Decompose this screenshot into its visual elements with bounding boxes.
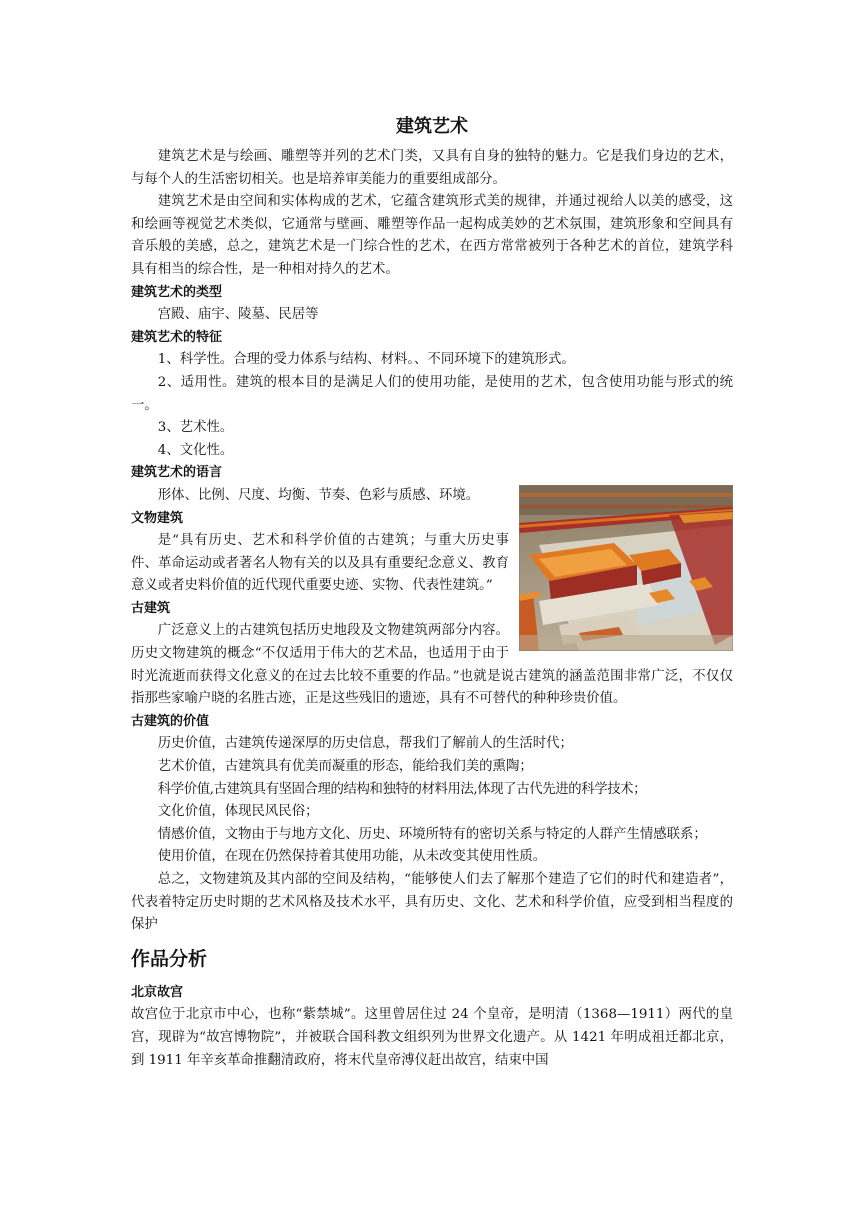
types-text: 宫殿、庙宇、陵墓、民居等 <box>157 307 319 323</box>
heritage-text: 是“具有历史、艺术和科学价值的古建筑；与重大历史事件、革命运动或者著名人物有关的以及具有重要纪念意义、教育意义或者史料价值的近代现代重要史迹、实物、代表性建筑。” <box>131 533 509 594</box>
value-item: 文化价值，体现民风民俗； <box>157 804 319 820</box>
feature-item: 2、适用性。建筑的根本目的是满足人们的使用功能，是使用的艺术，包含使用功能与形式的统一。 <box>131 374 733 413</box>
language-text: 形体、比例、尺度、均衡、节奏、色彩与质感、环境。 <box>157 487 480 503</box>
feature-item: 4、文化性。 <box>157 442 234 458</box>
intro-paragraph-1: 建筑艺术是与绘画、雕塑等并列的艺术门类，又具有自身的独特的魅力。它是我们身边的艺术，与每个人的生活密切相关。也是培养审美能力的重要组成部分。 <box>131 149 733 187</box>
language-heading: 建筑艺术的语言 <box>131 465 223 481</box>
value-item: 历史价值，古建筑传递深厚的历史信息，帮我们了解前人的生活时代； <box>157 736 573 752</box>
analysis-text: 故宫位于北京市中心，也称“紫禁城”。这里曾居住过 24 个皇帝，是明清（1368—1911）两代的皇宫，现辟为“故宫博物院”，并被联合国科教文组织列为世界文化遗产。从 1421 年明成祖迁都北京，到 1911 年辛亥革命推翻清政府，将末代皇帝溥仪赶出故宫，结束中国 <box>131 1007 733 1068</box>
heritage-heading: 文物建筑 <box>131 510 184 526</box>
value-item: 情感价值，文物由于与地方文化、历史、环境所特有的密切关系与特定的人群产生情感联系； <box>157 826 707 842</box>
page-title: 建筑艺术 <box>396 116 468 137</box>
analysis-subheading: 北京故宫 <box>131 984 184 1000</box>
analysis-heading: 作品分析 <box>131 947 208 970</box>
ancient-text: 广泛意义上的古建筑包括历史地段及文物建筑两部分内容。历史文物建筑的概念“不仅适用于伟大的艺术品，也适用于由于时光流逝而获得文化意义的在过去比较不重要的作品。”也就是说古建筑的涵盖范围非常广泛，不仅仅指那些家喻户晓的名胜古迹，正是这些残旧的遗迹，具有不可替代的种种珍贵价值。 <box>131 623 733 707</box>
value-item: 科学价值,古建筑具有坚固合理的结构和独特的材料用法,体现了古代先进的科学技术； <box>157 781 647 797</box>
forbidden-city-aerial-photo <box>519 485 733 651</box>
value-item: 艺术价值，古建筑具有优美而凝重的形态，能给我们美的熏陶； <box>157 759 533 775</box>
feature-item: 3、艺术性。 <box>157 420 234 436</box>
intro-paragraph-2: 建筑艺术是由空间和实体构成的艺术，它蕴含建筑形式美的规律，并通过视给人以美的感受，这和绘画等视觉艺术类似，它通常与壁画、雕塑等作品一起构成美妙的艺术氛围，建筑形象和空间具有音乐般的美感，总之，建筑艺术是一门综合性的艺术，在西方常常被列于各种艺术的首位，建筑学科具有相当的综合性，是一种相对持久的艺术。 <box>131 194 733 277</box>
types-heading: 建筑艺术的类型 <box>131 284 223 300</box>
document-page <box>131 112 733 1072</box>
feature-item: 1、科学性。合理的受力体系与结构、材料。、不同环境下的建筑形式。 <box>157 352 575 368</box>
values-heading: 古建筑的价值 <box>131 713 210 729</box>
value-item: 使用价值，在现在仍然保持着其使用功能，从未改变其使用性质。 <box>157 849 547 865</box>
features-heading: 建筑艺术的特征 <box>131 329 223 345</box>
value-summary: 总之，文物建筑及其内部的空间及结构，“能够使人们去了解那个建造了它们的时代和建造者”，代表着特定历史时期的艺术风格及技术水平，具有历史、文化、艺术和科学价值，应受到相当程度的保护 <box>131 872 733 933</box>
ancient-heading: 古建筑 <box>131 600 171 616</box>
